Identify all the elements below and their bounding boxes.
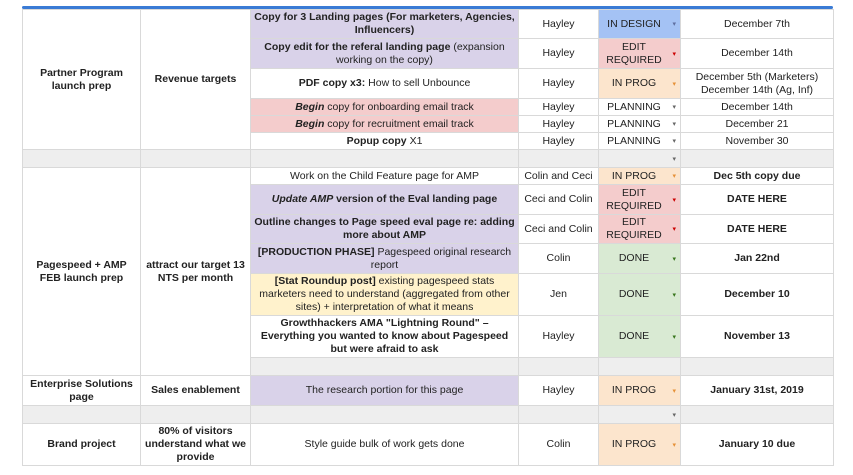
empty-cell: [23, 150, 141, 168]
chevron-down-icon: ▾: [672, 104, 676, 111]
due-date-cell[interactable]: Dec 5th copy due: [681, 168, 834, 185]
status-label: EDIT REQUIRED: [606, 40, 662, 66]
status-dropdown[interactable]: [599, 376, 681, 406]
task-cell[interactable]: Begin copy for onboarding email track: [251, 99, 519, 116]
owner-cell[interactable]: Ceci and Colin: [519, 185, 599, 215]
empty-cell: [681, 150, 834, 168]
task-cell[interactable]: Growthhackers AMA "Lightning Round" – Everything you wanted to know about Pagespeed but were afraid to ask: [251, 316, 519, 358]
status-dropdown[interactable]: [599, 316, 681, 358]
owner-cell[interactable]: Colin: [519, 424, 599, 466]
chevron-down-icon: ▾: [672, 138, 676, 145]
task-cell[interactable]: Style guide bulk of work gets done: [251, 424, 519, 466]
task-cell[interactable]: The research portion for this page: [251, 376, 519, 406]
chevron-down-icon: ▾: [672, 155, 676, 163]
status-dropdown[interactable]: [599, 406, 681, 424]
status-dropdown[interactable]: [599, 39, 681, 69]
status-label: DONE: [618, 288, 650, 300]
goal-cell[interactable]: Revenue targets: [141, 10, 251, 150]
task-cell[interactable]: Work on the Child Feature page for AMP: [251, 168, 519, 185]
status-dropdown[interactable]: [599, 244, 681, 274]
empty-cell: [141, 150, 251, 168]
status-dropdown[interactable]: [599, 274, 681, 316]
empty-cell: [681, 358, 834, 376]
due-date-cell[interactable]: Jan 22nd: [681, 244, 834, 274]
status-label: DONE: [618, 252, 650, 264]
goal-cell[interactable]: Sales enablement: [141, 376, 251, 406]
due-date-cell[interactable]: November 13: [681, 316, 834, 358]
owner-cell[interactable]: Jen: [519, 274, 599, 316]
empty-cell: [251, 406, 519, 424]
due-date-cell[interactable]: December 10: [681, 274, 834, 316]
project-cell[interactable]: Partner Program launch prep: [23, 10, 141, 150]
empty-cell: [519, 150, 599, 168]
status-dropdown[interactable]: [599, 185, 681, 215]
empty-cell: [681, 406, 834, 424]
owner-cell[interactable]: Hayley: [519, 376, 599, 406]
task-cell[interactable]: Copy edit for the referal landing page (expansion working on the copy): [251, 39, 519, 69]
owner-cell[interactable]: Hayley: [519, 69, 599, 99]
task-row: [23, 168, 834, 185]
due-date-cell[interactable]: December 5th (Marketers) December 14th (Ag, Inf): [681, 69, 834, 99]
status-label: EDIT REQUIRED: [606, 216, 662, 241]
status-label: IN PROG: [611, 384, 657, 396]
task-cell[interactable]: Begin copy for recruitment email track: [251, 116, 519, 133]
chevron-down-icon: ▾: [672, 333, 676, 341]
goal-cell[interactable]: 80% of visitors understand what we provide: [141, 424, 251, 466]
chevron-down-icon: ▾: [672, 50, 676, 58]
status-dropdown[interactable]: [599, 69, 681, 99]
chevron-down-icon: ▾: [672, 291, 676, 299]
status-dropdown[interactable]: [599, 116, 681, 133]
empty-cell: [141, 406, 251, 424]
status-dropdown[interactable]: [599, 10, 681, 39]
status-label: IN PROG: [611, 169, 657, 182]
chevron-down-icon: ▾: [672, 411, 676, 419]
task-cell[interactable]: Update AMP version of the Eval landing page: [251, 185, 519, 215]
task-cell[interactable]: [Stat Roundup post] existing pagespeed stats marketers need to understand (aggregated from other sites) + interpretation of what it means: [251, 274, 519, 316]
empty-cell: [519, 406, 599, 424]
due-date-cell[interactable]: DATE HERE: [681, 185, 834, 215]
status-dropdown[interactable]: [599, 424, 681, 466]
task-row: [23, 376, 834, 406]
due-date-cell[interactable]: January 31st, 2019: [681, 376, 834, 406]
status-label: IN PROG: [611, 77, 657, 89]
goal-cell[interactable]: attract our target 13 NTS per month: [141, 168, 251, 376]
status-label: EDIT REQUIRED: [606, 186, 662, 212]
status-label: PLANNING: [607, 134, 661, 147]
empty-cell: [599, 358, 681, 376]
chevron-down-icon: ▾: [672, 80, 676, 88]
owner-cell[interactable]: Hayley: [519, 39, 599, 69]
empty-cell: [251, 358, 519, 376]
project-cell[interactable]: Pagespeed + AMP FEB launch prep: [23, 168, 141, 376]
owner-cell[interactable]: Hayley: [519, 316, 599, 358]
due-date-cell[interactable]: DATE HERE: [681, 215, 834, 244]
owner-cell[interactable]: Hayley: [519, 133, 599, 150]
task-row: [23, 424, 834, 466]
owner-cell[interactable]: Ceci and Colin: [519, 215, 599, 244]
status-label: IN PROG: [611, 438, 657, 450]
chevron-down-icon: ▾: [672, 173, 676, 180]
chevron-down-icon: ▾: [672, 387, 676, 395]
separator-row: [23, 406, 834, 424]
status-dropdown[interactable]: [599, 215, 681, 244]
owner-cell[interactable]: Hayley: [519, 116, 599, 133]
due-date-cell[interactable]: December 14th: [681, 39, 834, 69]
task-cell[interactable]: Copy for 3 Landing pages (For marketers, Agencies, Influencers): [251, 10, 519, 39]
project-cell[interactable]: Enterprise Solutions page: [23, 376, 141, 406]
status-dropdown[interactable]: [599, 133, 681, 150]
due-date-cell[interactable]: January 10 due: [681, 424, 834, 466]
owner-cell[interactable]: Colin and Ceci: [519, 168, 599, 185]
status-label: DONE: [618, 330, 650, 342]
due-date-cell[interactable]: December 7th: [681, 10, 834, 39]
task-row: [23, 10, 834, 39]
status-label: IN DESIGN: [607, 17, 661, 30]
status-dropdown[interactable]: [599, 99, 681, 116]
empty-cell: [251, 150, 519, 168]
chevron-down-icon: ▾: [672, 441, 676, 449]
owner-cell[interactable]: Colin: [519, 244, 599, 274]
empty-cell: [23, 406, 141, 424]
task-cell[interactable]: Outline changes to Page speed eval page re: adding more about AMP: [251, 215, 519, 244]
due-date-cell[interactable]: November 30: [681, 133, 834, 150]
separator-row: [23, 150, 834, 168]
due-date-cell[interactable]: December 14th: [681, 99, 834, 116]
owner-cell[interactable]: Hayley: [519, 10, 599, 39]
spreadsheet-grid: [22, 9, 834, 466]
chevron-down-icon: ▾: [672, 196, 676, 204]
project-cell[interactable]: Brand project: [23, 424, 141, 466]
task-cell[interactable]: PDF copy x3: How to sell Unbounce: [251, 69, 519, 99]
empty-cell: [519, 358, 599, 376]
task-cell[interactable]: Popup copy X1: [251, 133, 519, 150]
due-date-cell[interactable]: December 21: [681, 116, 834, 133]
status-dropdown[interactable]: [599, 150, 681, 168]
owner-cell[interactable]: Hayley: [519, 99, 599, 116]
task-cell[interactable]: [PRODUCTION PHASE] Pagespeed original research report: [251, 244, 519, 274]
status-dropdown[interactable]: [599, 168, 681, 185]
chevron-down-icon: ▾: [672, 255, 676, 263]
chevron-down-icon: ▾: [672, 226, 676, 233]
status-label: PLANNING: [607, 100, 661, 113]
chevron-down-icon: ▾: [672, 121, 676, 128]
status-label: PLANNING: [607, 117, 661, 130]
chevron-down-icon: ▾: [672, 21, 676, 28]
